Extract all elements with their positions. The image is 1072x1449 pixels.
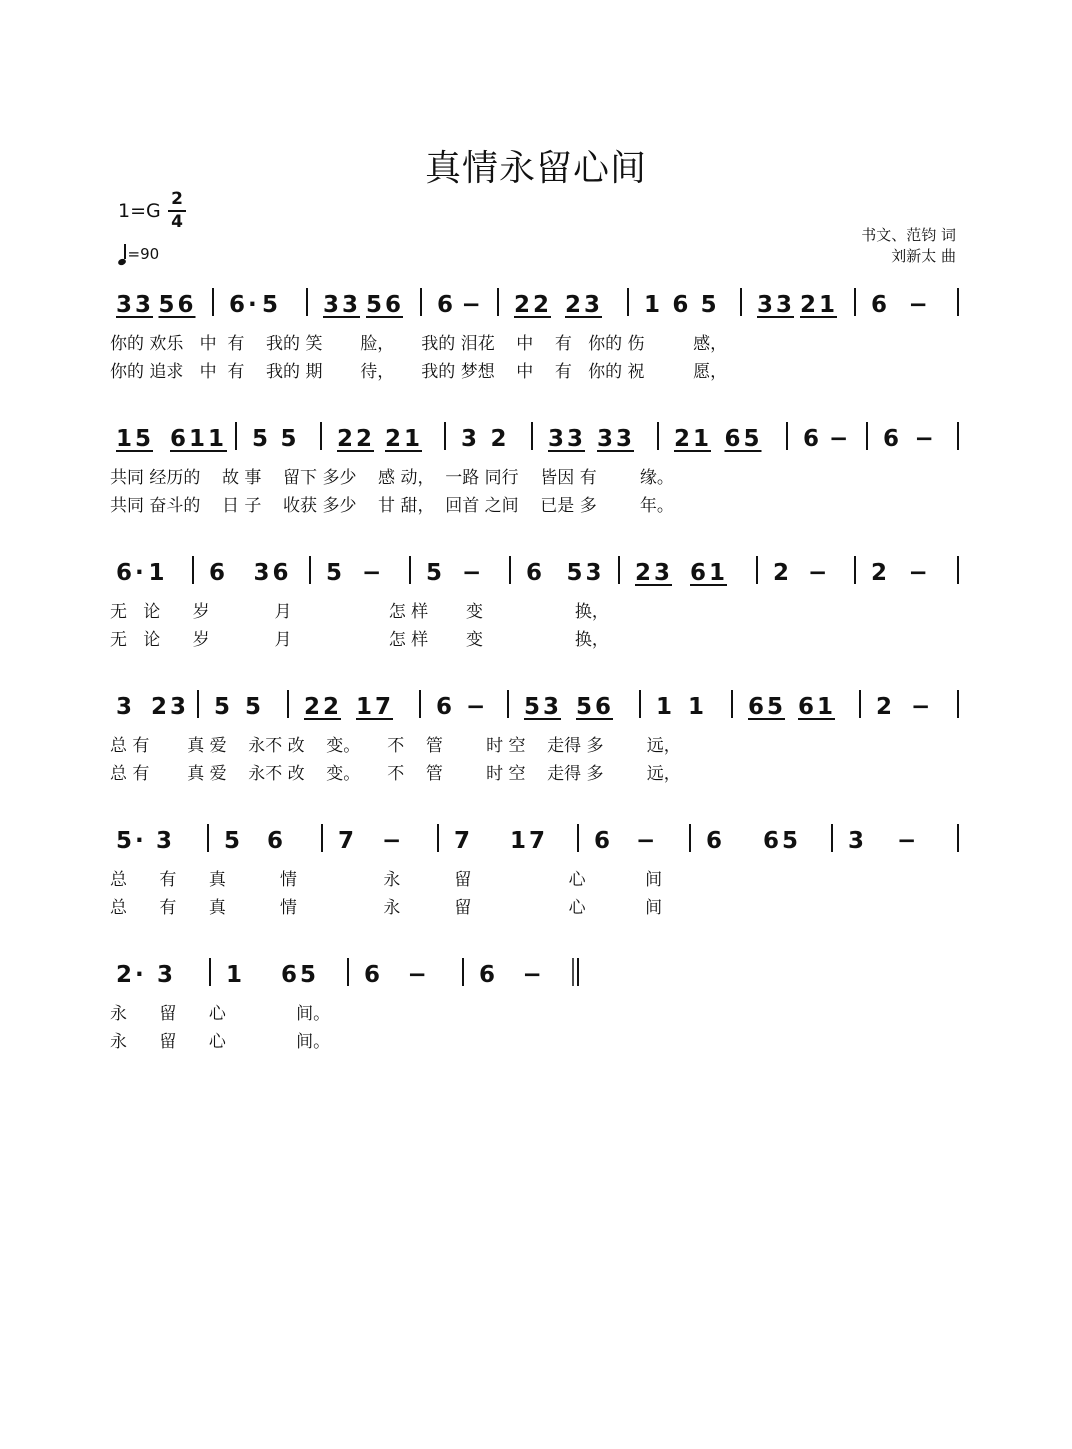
time-signature xyxy=(168,190,186,232)
note-group: 22 xyxy=(337,426,376,452)
note-group: 2 xyxy=(490,426,510,452)
note-group: − xyxy=(407,962,430,988)
note-group: 15 xyxy=(116,426,155,452)
note-group: − xyxy=(808,560,831,586)
lyrics-verse2-line1: 你的 追求 中 有 我的 期 待， 我的 梦想 中 有 你的 祝 愿， xyxy=(110,362,728,382)
note-group: 5 xyxy=(426,560,446,586)
note-group: 1 xyxy=(656,694,676,720)
note-group: 5 xyxy=(280,426,300,452)
note-group: 22 xyxy=(304,694,343,720)
note-group: 1 xyxy=(688,694,708,720)
note-group: − xyxy=(911,694,934,720)
notation-row-2 xyxy=(0,414,1072,459)
note-group: 6 xyxy=(364,962,384,988)
note-group: − xyxy=(897,828,920,854)
lyrics-verse1-line1: 你的 欢乐 中 有 我的 笑 脸， 我的 泪花 中 有 你的 伤 感， xyxy=(110,334,728,354)
tempo-value: =90 xyxy=(127,245,160,263)
note-group: 3 xyxy=(848,828,868,854)
lyrics-verse2-line2: 共同 奋斗的 日 子 收获 多少 甘 甜， 回首 之间 已是 多 年。 xyxy=(110,496,674,516)
note-group: 17 xyxy=(356,694,395,720)
quarter-note-icon xyxy=(117,258,127,266)
note-group: 2 xyxy=(876,694,896,720)
note-group: 6 xyxy=(526,560,546,586)
notation-row-5 xyxy=(0,816,1072,861)
note-group: 61 xyxy=(798,694,837,720)
note-group: 1 xyxy=(644,292,664,318)
note-group: 6 xyxy=(437,292,457,318)
note-group: − xyxy=(636,828,659,854)
note-group: 53 xyxy=(566,560,605,586)
notation-row-6 xyxy=(0,950,1072,995)
lyrics-verse2-line3: 无 论 岁 月 怎 样 变 换， xyxy=(110,630,609,650)
notation-row-4 xyxy=(0,682,1072,727)
note-group: 1 xyxy=(226,962,246,988)
note-group: 23 xyxy=(151,694,190,720)
note-group: 5 xyxy=(262,292,282,318)
note-group: 6· xyxy=(116,560,147,586)
note-group: 23 xyxy=(635,560,674,586)
note-group: 5 xyxy=(326,560,346,586)
note-group: 33 xyxy=(757,292,796,318)
lyrics-verse2-line6: 永 留 心 间。 xyxy=(110,1032,331,1052)
note-group: 3 xyxy=(156,828,176,854)
note-group: 65 xyxy=(763,828,802,854)
note-group: 1 xyxy=(148,560,168,586)
note-group: 5· xyxy=(116,828,147,854)
note-group: 21 xyxy=(800,292,839,318)
lyrics-verse2-line5: 总 有 真 情 永 留 心 间 xyxy=(110,898,663,918)
note-group: 5 xyxy=(245,694,265,720)
note-group: 65 xyxy=(748,694,787,720)
notation-row-1 xyxy=(0,280,1072,325)
key-signature: 1=G xyxy=(118,200,161,222)
note-group: 611 xyxy=(170,426,228,452)
note-group: 5 xyxy=(224,828,244,854)
note-group: 56 xyxy=(576,694,615,720)
note-group: − xyxy=(908,560,931,586)
note-group: 56 xyxy=(158,292,197,318)
note-group: − xyxy=(522,962,545,988)
note-group: 6 xyxy=(479,962,499,988)
note-group: 6 xyxy=(436,694,456,720)
note-group: 65 xyxy=(724,426,763,452)
notation-row-3 xyxy=(0,548,1072,593)
time-signature-denominator: 4 xyxy=(171,212,183,232)
note-group: 6· xyxy=(229,292,260,318)
note-group: 33 xyxy=(116,292,155,318)
note-group: 5 xyxy=(700,292,720,318)
note-group: 65 xyxy=(281,962,320,988)
note-group: 2· xyxy=(116,962,147,988)
time-signature-numerator: 2 xyxy=(171,189,183,209)
note-group: 6 xyxy=(883,426,903,452)
note-group: 3 xyxy=(116,694,136,720)
note-group: 21 xyxy=(385,426,424,452)
note-group: 6 xyxy=(267,828,287,854)
note-group: 33 xyxy=(597,426,636,452)
song-title: 真情永留心间 xyxy=(424,148,647,189)
note-group: − xyxy=(461,292,484,318)
note-group: 5 xyxy=(214,694,234,720)
note-group: 6 xyxy=(706,828,726,854)
note-group: 6 xyxy=(803,426,823,452)
note-group: 3 xyxy=(461,426,481,452)
note-group: − xyxy=(466,694,489,720)
lyrics-verse1-line4: 总 有 真 爱 永不 改 变。 不 管 时 空 走得 多 远， xyxy=(110,736,681,756)
lyrics-verse2-line4: 总 有 真 爱 永不 改 变。 不 管 时 空 走得 多 远， xyxy=(110,764,681,784)
note-group: 61 xyxy=(690,560,729,586)
tempo-marking xyxy=(118,244,159,265)
note-group: 3 xyxy=(157,962,177,988)
note-group: 21 xyxy=(674,426,713,452)
note-group: 6 xyxy=(871,292,891,318)
note-group: 2 xyxy=(773,560,793,586)
note-group: 22 xyxy=(514,292,553,318)
note-group: 7 xyxy=(338,828,358,854)
note-group: 56 xyxy=(366,292,405,318)
note-group: 7 xyxy=(454,828,474,854)
note-group: 53 xyxy=(524,694,563,720)
lyricist-credit: 书文、范钧 词 xyxy=(861,226,956,244)
composer-credit: 刘新太 曲 xyxy=(891,247,956,265)
note-group: 6 xyxy=(594,828,614,854)
note-group: 33 xyxy=(548,426,587,452)
note-group: 6 xyxy=(209,560,229,586)
note-group: − xyxy=(362,560,385,586)
lyrics-verse1-line3: 无 论 岁 月 怎 样 变 换， xyxy=(110,602,609,622)
note-group: 33 xyxy=(323,292,362,318)
note-group: 36 xyxy=(253,560,292,586)
note-group: 6 xyxy=(672,292,692,318)
note-group: 17 xyxy=(510,828,549,854)
note-group: 2 xyxy=(871,560,891,586)
note-group: 5 xyxy=(252,426,272,452)
note-group: 23 xyxy=(565,292,604,318)
note-group: − xyxy=(462,560,485,586)
lyrics-verse1-line2: 共同 经历的 故 事 留下 多少 感 动， 一路 同行 皆因 有 缘。 xyxy=(110,468,674,488)
note-group: − xyxy=(382,828,405,854)
note-group: − xyxy=(914,426,937,452)
note-group: − xyxy=(829,426,852,452)
lyrics-verse1-line6: 永 留 心 间。 xyxy=(110,1004,331,1024)
lyrics-verse1-line5: 总 有 真 情 永 留 心 间 xyxy=(110,870,663,890)
note-group: − xyxy=(908,292,931,318)
